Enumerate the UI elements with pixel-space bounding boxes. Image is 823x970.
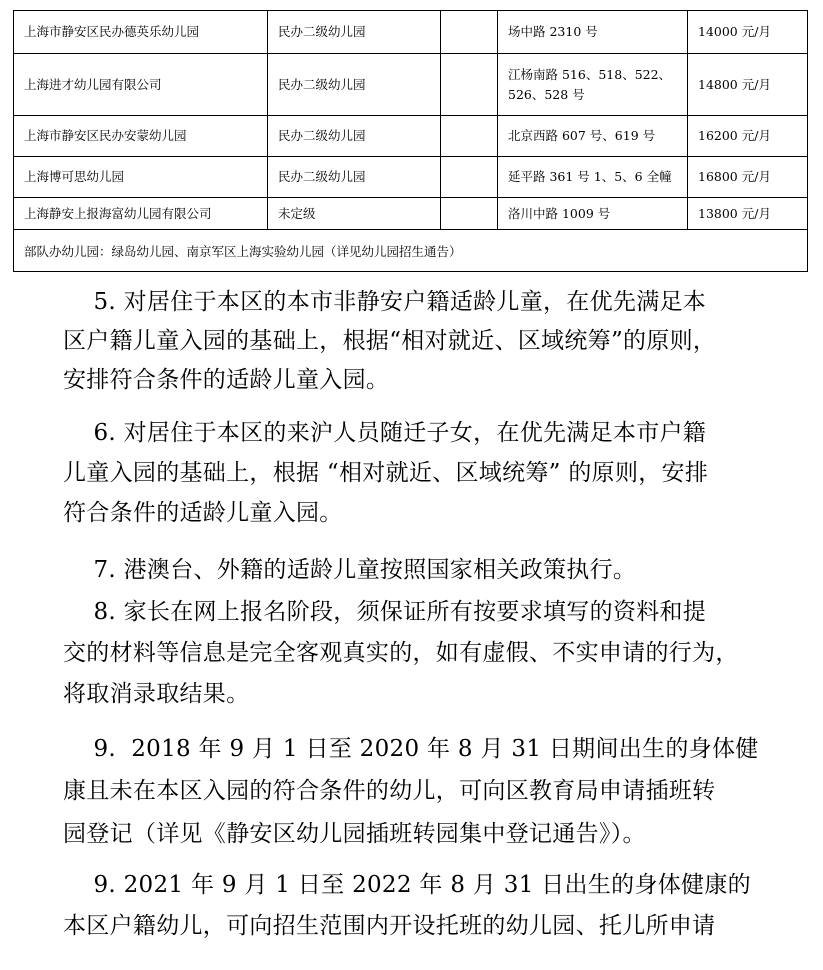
- paragraph-line: 园登记（详见《静安区幼儿园插班转园集中登记通告》）。: [63, 821, 646, 847]
- kindergarten-address: 江杨南路 516、518、522、526、528 号: [498, 54, 688, 115]
- kindergarten-name: 上海市静安区民办德英乐幼儿园: [14, 11, 268, 53]
- table-row: [14, 116, 807, 157]
- kindergarten-name: 上海进才幼儿园有限公司: [14, 54, 268, 115]
- kindergarten-fee: 14000 元/月: [698, 24, 771, 39]
- paragraph-line: 区户籍儿童入园的基础上，根据“相对就近、区域统筹”的原则，: [63, 328, 717, 354]
- paragraph-line: 7. 港澳台、外籍的适龄儿童按照国家相关政策执行。: [63, 557, 637, 583]
- paragraph-line: 符合条件的适龄儿童入园。: [63, 500, 343, 526]
- kindergarten-address: 延平路 361 号 1、5、6 全幢: [498, 157, 688, 197]
- kindergarten-name: 上海静安上报海富幼儿园有限公司: [14, 198, 268, 229]
- kindergarten-address: 场中路 2310 号: [498, 11, 688, 53]
- paragraph-line: 8. 家长在网上报名阶段，须保证所有按要求填写的资料和提: [63, 599, 707, 625]
- paragraph-line: 本区户籍幼儿，可向招生范围内开设托班的幼儿园、托儿所申请: [63, 913, 716, 939]
- table-row: [14, 198, 807, 230]
- kindergarten-level: 未定级: [268, 198, 441, 229]
- paragraph-line: 9. 2018 年 9 月 1 日至 2020 年 8 月 31 日期间出生的身体健: [63, 736, 759, 762]
- kindergarten-fee: 16800 元/月: [698, 169, 771, 184]
- paragraph-line: 9. 2021 年 9 月 1 日至 2022 年 8 月 31 日出生的身体健康的: [63, 872, 751, 898]
- paragraph-line: 6. 对居住于本区的来沪人员随迁子女，在优先满足本市户籍: [63, 420, 707, 446]
- kindergarten-name: 上海市静安区民办安蒙幼儿园: [14, 116, 268, 156]
- kindergarten-table: [13, 10, 808, 272]
- paragraph-line: 交的材料等信息是完全客观真实的，如有虚假、不实申请的行为，: [63, 640, 739, 666]
- paragraph-line: 5. 对居住于本区的本市非静安户籍适龄儿童，在优先满足本: [63, 289, 707, 315]
- paragraph-line: 康且未在本区入园的符合条件的幼儿，可向区教育局申请插班转: [63, 778, 716, 804]
- table-row: [14, 11, 807, 54]
- table-row: [14, 157, 807, 198]
- kindergarten-level: 民办二级幼儿园: [268, 116, 441, 156]
- kindergarten-level: 民办二级幼儿园: [268, 54, 441, 115]
- kindergarten-level: 民办二级幼儿园: [268, 157, 441, 197]
- table-note-row: 部队办幼儿园：绿岛幼儿园、南京军区上海实验幼儿园（详见幼儿园招生通告）: [24, 243, 462, 259]
- kindergarten-fee: 16200 元/月: [698, 128, 771, 143]
- table-row: [14, 54, 807, 116]
- paragraph-line: 安排符合条件的适龄儿童入园。: [63, 367, 390, 393]
- kindergarten-name: 上海博可思幼儿园: [14, 157, 268, 197]
- kindergarten-fee: 14800 元/月: [698, 76, 771, 92]
- kindergarten-fee: 13800 元/月: [698, 205, 771, 221]
- paragraph-line: 儿童入园的基础上，根据 “相对就近、区域统筹” 的原则，安排: [63, 460, 709, 486]
- paragraph-line: 将取消录取结果。: [63, 681, 250, 707]
- kindergarten-address: 洛川中路 1009 号: [498, 198, 688, 229]
- kindergarten-address: 北京西路 607 号、619 号: [498, 116, 688, 156]
- kindergarten-level: 民办二级幼儿园: [268, 11, 441, 53]
